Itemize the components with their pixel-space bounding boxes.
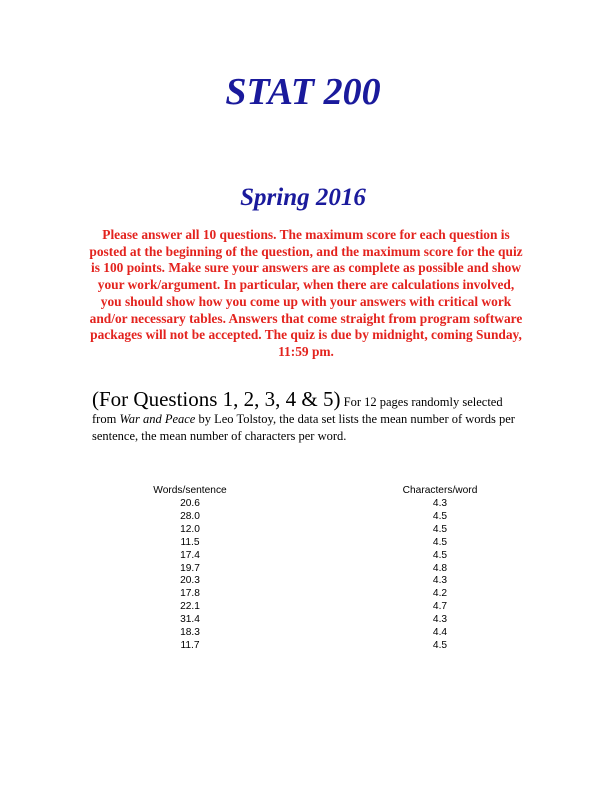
table-row xyxy=(120,537,490,550)
question-text-before: For 12 pages randomly selected from xyxy=(92,395,503,426)
table-row xyxy=(120,575,490,588)
table-row xyxy=(120,601,490,614)
characters-per-word-cell: 4.5 xyxy=(432,523,448,535)
table-row xyxy=(120,550,490,563)
characters-per-word-cell: 4.2 xyxy=(432,588,448,600)
table-row xyxy=(120,498,490,511)
table-row xyxy=(120,524,490,537)
characters-per-word-cell: 4.3 xyxy=(432,575,448,587)
column-header-words-per-sentence: Words/sentence xyxy=(153,485,227,496)
characters-per-word-cell: 4.5 xyxy=(432,510,448,522)
words-per-sentence-cell: 17.8 xyxy=(180,588,200,600)
words-per-sentence-cell: 18.3 xyxy=(180,627,200,639)
table-row xyxy=(120,640,490,653)
document-subtitle: Spring 2016 xyxy=(240,184,366,211)
characters-per-word-cell: 4.5 xyxy=(432,549,448,561)
data-table xyxy=(120,484,490,653)
characters-per-word-cell: 4.3 xyxy=(432,498,448,509)
words-per-sentence-cell: 12.0 xyxy=(180,523,200,535)
characters-per-word-cell: 4.7 xyxy=(432,601,448,613)
words-per-sentence-cell: 20.3 xyxy=(180,575,200,587)
words-per-sentence-cell: 19.7 xyxy=(180,562,200,574)
words-per-sentence-cell: 22.1 xyxy=(180,601,200,613)
characters-per-word-cell: 4.8 xyxy=(432,562,448,574)
words-per-sentence-cell: 28.0 xyxy=(180,510,200,522)
question-text-after: by Leo Tolstoy, the data set lists the mean number of words per sentence, the mean number of characters per word. xyxy=(92,412,515,443)
table-row xyxy=(120,511,490,524)
table-row xyxy=(120,563,490,576)
characters-per-word-cell: 4.3 xyxy=(432,614,448,626)
question-label: (For Questions 1, 2, 3, 4 & 5) xyxy=(92,387,341,411)
question-intro xyxy=(92,387,524,445)
document-title: STAT 200 xyxy=(225,71,381,113)
table-row xyxy=(120,627,490,640)
characters-per-word-cell: 4.5 xyxy=(432,639,448,651)
words-per-sentence-cell: 17.4 xyxy=(180,549,200,561)
words-per-sentence-cell: 20.6 xyxy=(180,498,200,509)
column-header-characters-per-word: Characters/word xyxy=(402,485,478,496)
instructions-text: Please answer all 10 questions. The maximum score for each question is posted at the beginning of the question, and the maximum score for the quiz is 100 points. Make sure your answers are as complete as possible and show your work/argument. In particular, when there are calculations involved, you should show how you come up with your answers with critical work and/or necessary tables. Answers that come straight from program software packages will not be accepted. The quiz is due by midnight, coming Sunday, 11:59 pm. xyxy=(89,227,523,359)
book-title: War and Peace xyxy=(119,412,196,426)
words-per-sentence-cell: 31.4 xyxy=(180,614,200,626)
words-per-sentence-cell: 11.7 xyxy=(180,639,200,651)
table-row xyxy=(120,588,490,601)
words-per-sentence-cell: 11.5 xyxy=(180,536,200,548)
table-row xyxy=(120,614,490,627)
table-header-row xyxy=(120,484,490,498)
characters-per-word-cell: 4.4 xyxy=(432,627,448,639)
characters-per-word-cell: 4.5 xyxy=(432,536,448,548)
table-body xyxy=(120,498,490,653)
